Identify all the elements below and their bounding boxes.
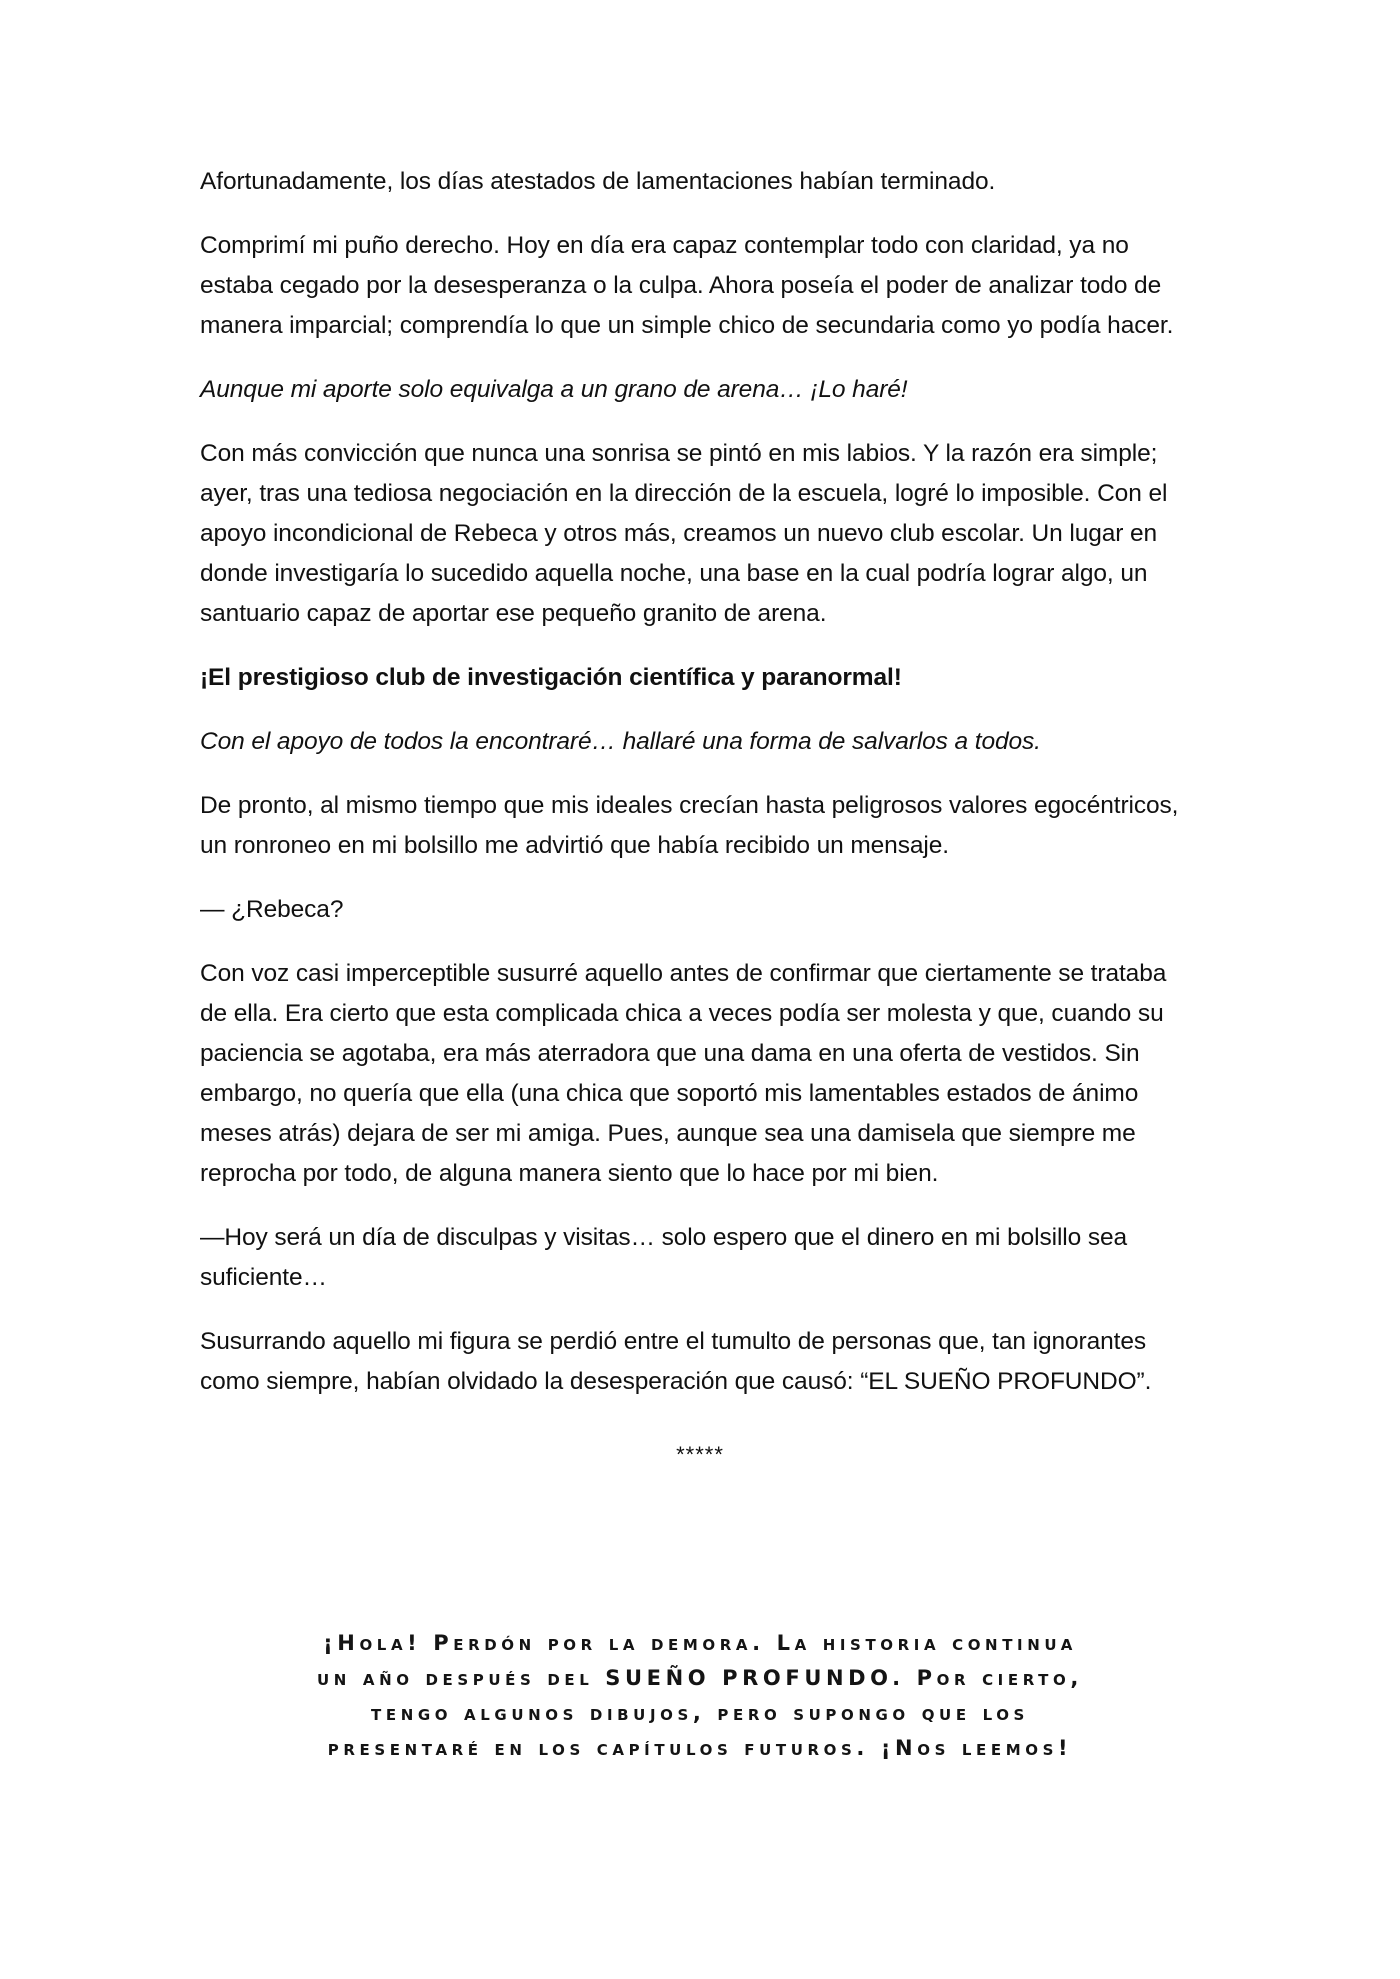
author-note-line: tengo algunos dibujos, pero supongo que los: [371, 1701, 1029, 1725]
author-note: [200, 1626, 1200, 1766]
paragraph-italic: Aunque mi aporte solo equivalga a un grano de arena… ¡Lo haré!: [200, 376, 908, 403]
author-note-line: ¡Hola! Perdón por la demora. La historia continua: [323, 1631, 1077, 1655]
paragraph-bold: ¡El prestigioso club de investigación científica y paranormal!: [200, 664, 902, 691]
paragraph: Susurrando aquello mi figura se perdió entre el tumulto de personas que, tan ignorantes como siempre, habían olvidado la desesperación que causó: “EL SUEÑO PROFUNDO”.: [200, 1328, 1152, 1395]
document-body: [200, 162, 1200, 1468]
paragraph: Con más convicción que nunca una sonrisa se pintó en mis labios. Y la razón era simple; ayer, tras una tediosa negociación en la dirección de la escuela, logré lo imposible. Con el apoyo incondicional de Rebeca y otros más, creamos un nuevo club escolar. Un lugar en donde investigaría lo sucedido aquella noche, una base en la cual podría lograr algo, un santuario capaz de aportar ese pequeño granito de arena.: [200, 440, 1168, 627]
paragraph-italic: Con el apoyo de todos la encontraré… hallaré una forma de salvarlos a todos.: [200, 728, 1041, 755]
paragraph: Comprimí mi puño derecho. Hoy en día era capaz contemplar todo con claridad, ya no estaba cegado por la desesperanza o la culpa. Ahora poseía el poder de analizar todo de manera imparcial; comprendía lo que un simple chico de secundaria como yo podía hacer.: [200, 232, 1174, 339]
paragraph: Con voz casi imperceptible susurré aquello antes de confirmar que ciertamente se trataba de ella. Era cierto que esta complicada chica a veces podía ser molesta y que, cuando su paciencia se agotaba, era más aterradora que una dama en una oferta de vestidos. Sin embargo, no quería que ella (una chica que soportó mis lamentables estados de ánimo meses atrás) dejara de ser mi amiga. Pues, aunque sea una damisela que siempre me reprocha por todo, de alguna manera siento que lo hace por mi bien.: [200, 960, 1167, 1187]
paragraph: Afortunadamente, los días atestados de lamentaciones habían terminado.: [200, 168, 996, 195]
dialogue-line: —Hoy será un día de disculpas y visitas… solo espero que el dinero en mi bolsillo sea suficiente…: [200, 1224, 1128, 1291]
author-note-line: presentaré en los capítulos futuros. ¡Nos leemos!: [327, 1736, 1073, 1760]
author-note-line: un año después del SUEÑO PROFUNDO. Por cierto,: [317, 1666, 1083, 1690]
section-separator: *****: [676, 1442, 724, 1467]
dialogue-line: — ¿Rebeca?: [200, 896, 344, 923]
paragraph: De pronto, al mismo tiempo que mis ideales crecían hasta peligrosos valores egocéntricos, un ronroneo en mi bolsillo me advirtió que había recibido un mensaje.: [200, 792, 1179, 859]
